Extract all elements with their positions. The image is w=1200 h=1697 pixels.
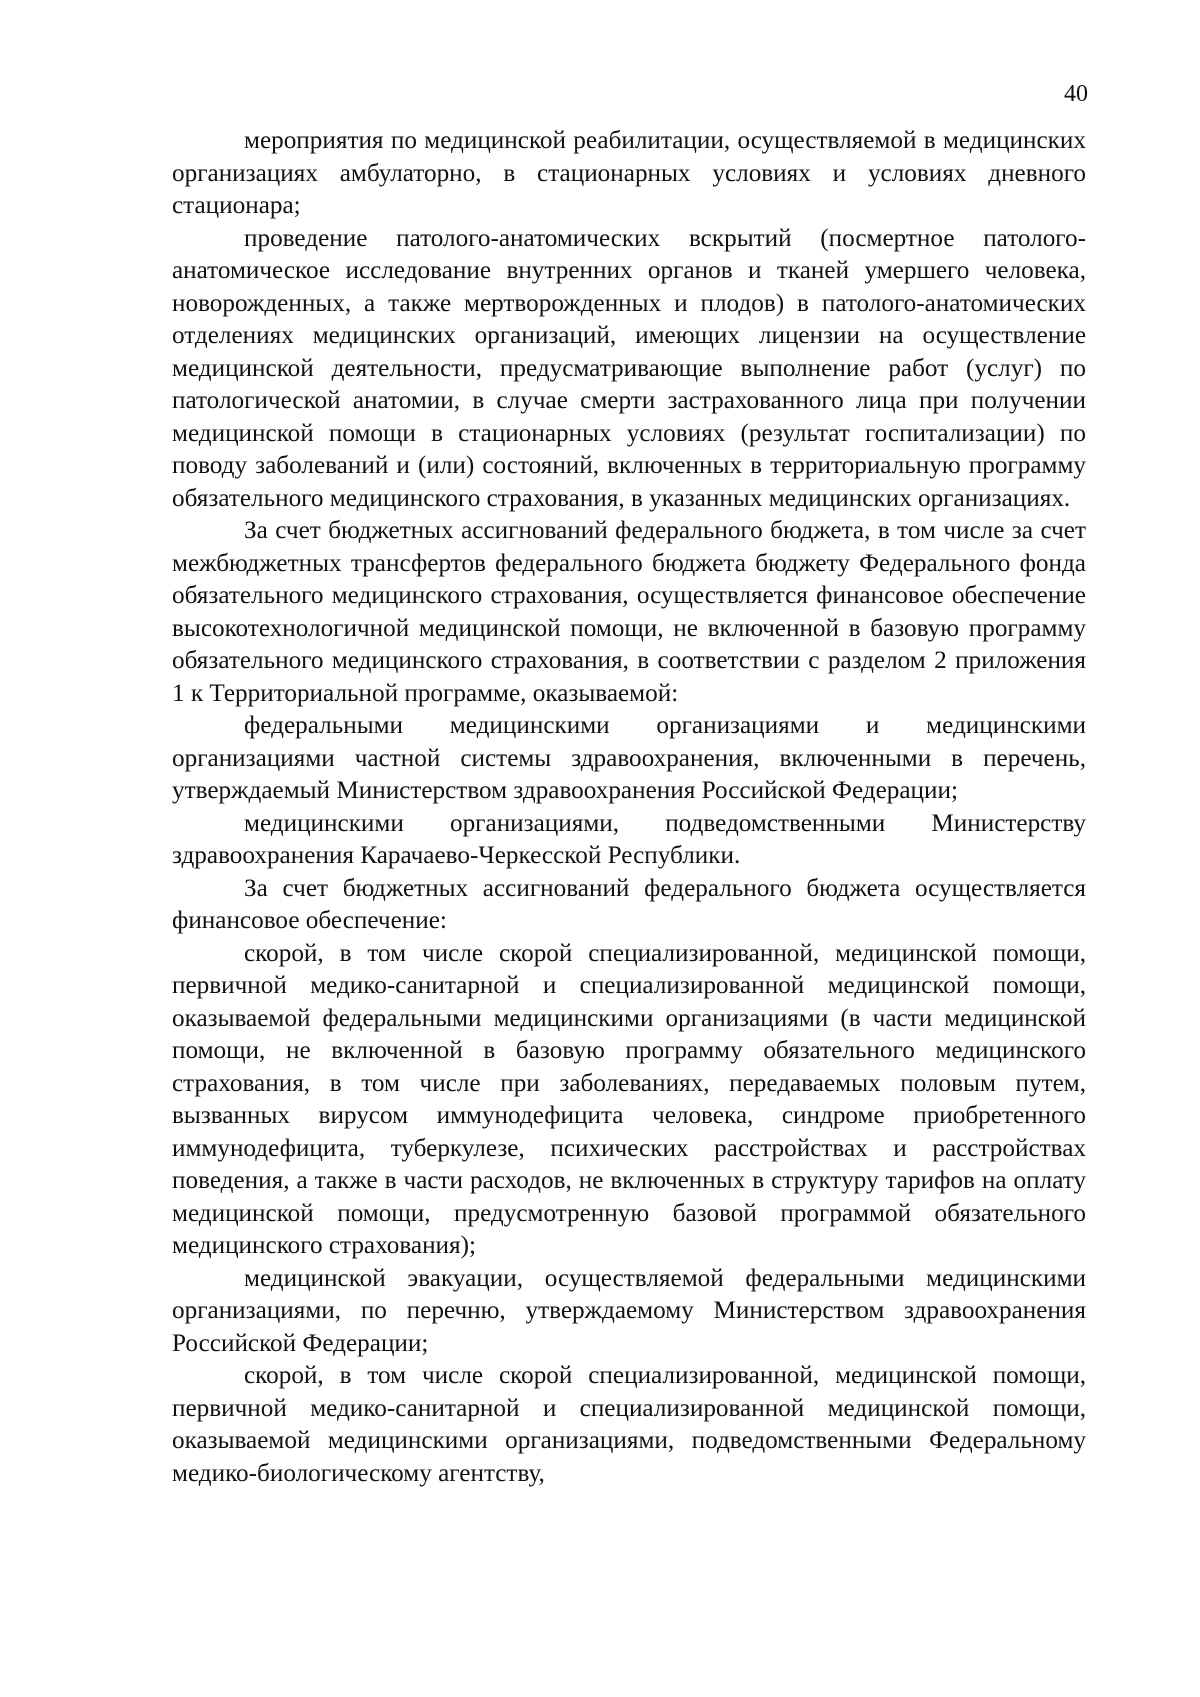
paragraph: медицинской эвакуации, осуществляемой федеральными медицинскими организациями, по перечню, утверждаемому Министерством здравоохранения Российской Федерации; [172, 1264, 1086, 1357]
paragraph: медицинскими организациями, подведомственными Министерству здравоохранения Карачаево-Черкесской Республики. [172, 809, 1086, 869]
document-body [172, 125, 1086, 1490]
paragraph: мероприятия по медицинской реабилитации, осуществляемой в медицинских организациях амбулаторно, в стационарных условиях и условиях дневного стационара; [172, 127, 1086, 219]
paragraph: скорой, в том числе скорой специализированной, медицинской помощи, первичной медико-санитарной и специализированной медицинской помощи, оказываемой федеральными медицинскими организациями (в части медицинской помощи, не включенной в базовую программу обязательного медицинского страхования, в том числе при заболеваниях, передаваемых половым путем, вызванных вирусом иммунодефицита человека, синдроме приобретенного иммунодефицита, туберкулезе, психических расстройствах и расстройствах поведения, а также в части расходов, не включенных в структуру тарифов на оплату медицинской помощи, предусмотренную базовой программой обязательного медицинского страхования); [172, 939, 1086, 1259]
paragraph: За счет бюджетных ассигнований федерального бюджета, в том числе за счет межбюджетных трансфертов федерального бюджета бюджету Федерального фонда обязательного медицинского страхования, осуществляется финансовое обеспечение высокотехнологичной медицинской помощи, не включенной в базовую программу обязательного медицинского страхования, в соответствии с разделом 2 приложения 1 к Территориальной программе, оказываемой: [172, 517, 1086, 707]
paragraph: федеральными медицинскими организациями и медицинскими организациями частной системы здравоохранения, включенными в перечень, утверждаемый Министерством здравоохранения Российской Федерации; [172, 712, 1086, 804]
paragraph: проведение патолого-анатомических вскрытий (посмертное патолого-анатомическое исследование внутренних органов и тканей умершего человека, новорожденных, а также мертворожденных и плодов) в патолого-анатомических отделениях медицинских организаций, имеющих лицензии на осуществление медицинской деятельности, предусматривающие выполнение работ (услуг) по патологической анатомии, в случае смерти застрахованного лица при получении медицинской помощи в стационарных условиях (результат госпитализации) по поводу заболеваний и (или) состояний, включенных в территориальную программу обязательного медицинского страхования, в указанных медицинских организациях. [172, 224, 1086, 512]
paragraph: За счет бюджетных ассигнований федерального бюджета осуществляется финансовое обеспечение: [172, 874, 1086, 934]
page-number: 40 [1064, 81, 1088, 107]
paragraph: скорой, в том числе скорой специализированной, медицинской помощи, первичной медико-санитарной и специализированной медицинской помощи, оказываемой медицинскими организациями, подведомственными Федеральному медико-биологическому агентству, [172, 1362, 1086, 1487]
